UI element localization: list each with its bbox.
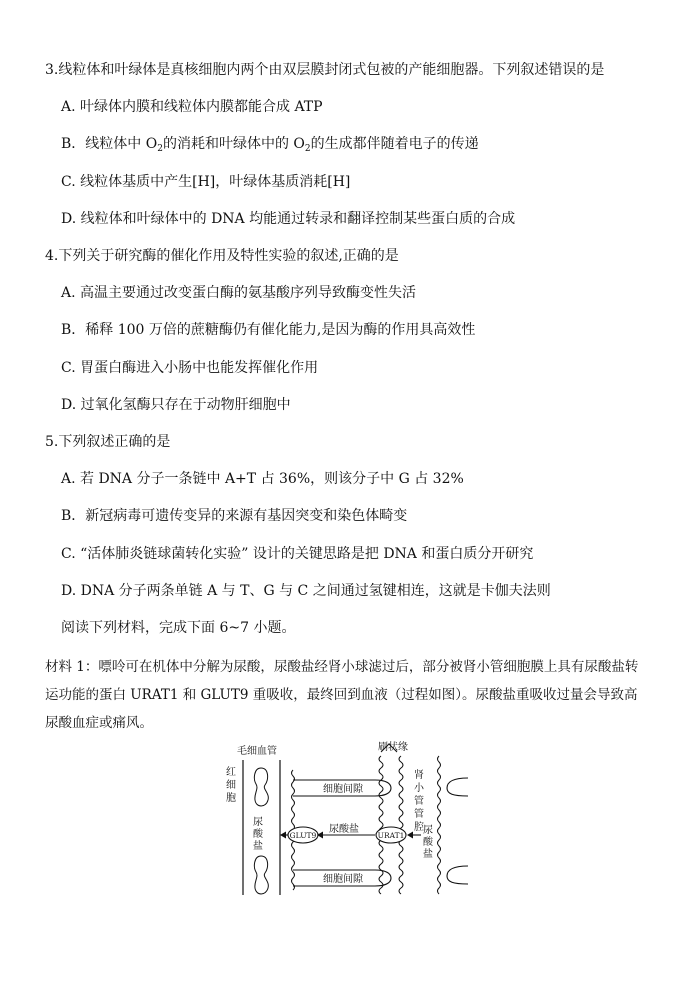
brush-border-left [379, 756, 383, 894]
question-4-option-c: C. 胃蛋白酶进入小肠中也能发挥催化作用 [61, 360, 319, 376]
question-4-option-b: B．稀释 100 万倍的蔗糖酶仍有催化能力,是因为酶的作用具高效性 [61, 322, 476, 338]
question-5-option-b: B．新冠病毒可遗传变异的来源有基因突变和染色体畸变 [61, 508, 408, 524]
capillary-urate-char-3: 盐 [253, 841, 263, 852]
intercellular-space-bottom-label: 细胞间隙 [323, 874, 363, 885]
urat1-label: URAT1 [377, 831, 405, 840]
rbc-char-1: 红 [226, 767, 236, 778]
glut9-label: GLUT9 [289, 831, 317, 840]
capillary-label: 毛细血管 [237, 746, 277, 757]
lumen-char-4: 管 [414, 809, 424, 820]
rbc-char-2: 细 [226, 780, 236, 791]
brush-border-label: 刷状缘 [378, 742, 408, 753]
urate-arrow-left-head [280, 832, 286, 839]
question-3-option-c: C. 线粒体基质中产生[H]，叶绿体基质消耗[H] [61, 174, 351, 190]
brush-border-right [399, 756, 403, 894]
reading-intro: 阅读下列材料，完成下面 6~7 小题。 [61, 620, 296, 636]
neighbour-cell-bottom [447, 866, 468, 884]
lumen-urate-char-3: 盐 [423, 849, 433, 860]
question-3-option-d: D. 线粒体和叶绿体中的 DNA 均能通过转录和翻译控制某些蛋白质的合成 [61, 211, 516, 227]
lumen-char-1: 肾 [414, 770, 424, 781]
question-5-option-c: C. “活体肺炎链球菌转化实验” 设计的关键思路是把 DNA 和蛋白质分开研究 [61, 546, 534, 562]
lumen-char-3: 管 [414, 796, 424, 807]
question-5-stem: 5.下列叙述正确的是 [45, 434, 171, 450]
lumen-urate-char-2: 酸 [423, 837, 433, 848]
red-blood-cell-bottom [254, 856, 268, 894]
question-3-option-a: A. 叶绿体内膜和线粒体内膜都能合成 ATP [61, 99, 323, 115]
capillary-urate-char-1: 尿 [253, 817, 263, 828]
middle-urate-label: 尿酸盐 [329, 824, 359, 835]
urate-reabsorption-diagram [225, 738, 470, 910]
question-5-option-a: A. 若 DNA 分子一条链中 A+T 占 36%，则该分子中 G 占 32% [61, 471, 464, 487]
neighbour-cell-top [447, 778, 468, 796]
question-4-stem: 4.下列关于研究酶的催化作用及特性实验的叙述,正确的是 [45, 248, 399, 264]
lumen-char-5: 腔 [414, 822, 424, 833]
urate-arrow-right-head [407, 832, 413, 839]
question-3-option-b: B．线粒体中 $O_2$的消耗和叶绿体中的 $O_2$的生成都伴随着电子的传递 [61, 136, 479, 154]
question-3-stem: 3.线粒体和叶绿体是真核细胞内两个由双层膜封闭式包被的产能细胞器。下列叙述错误的是 [45, 62, 605, 78]
material-1-paragraph: 材料 1：嘌呤可在机体中分解为尿酸，尿酸盐经肾小球滤过后，部分被肾小管细胞膜上具有尿酸盐转运功能的蛋白 URAT1 和 GLUT9 重吸收，最终回到血液（过程如图）。尿酸盐重吸收过量会导致高尿酸血症或痛风。 [45, 659, 639, 731]
lumen-urate-char-1: 尿 [423, 825, 433, 836]
red-blood-cell-top [254, 768, 268, 806]
tubule-membrane-right [438, 756, 441, 894]
question-4-option-a: A. 高温主要通过改变蛋白酶的氨基酸序列导致酶变性失活 [61, 285, 417, 301]
rbc-char-3: 胞 [226, 793, 236, 804]
lumen-char-2: 小 [414, 783, 424, 794]
question-5-option-d: D. DNA 分子两条单链 A 与 T、G 与 C 之间通过氢键相连，这就是卡伽夫法则 [61, 583, 551, 599]
intercellular-space-top-label: 细胞间隙 [323, 784, 363, 795]
question-4-option-d: D. 过氧化氢酶只存在于动物肝细胞中 [61, 397, 291, 413]
capillary-urate-char-2: 酸 [253, 829, 263, 840]
